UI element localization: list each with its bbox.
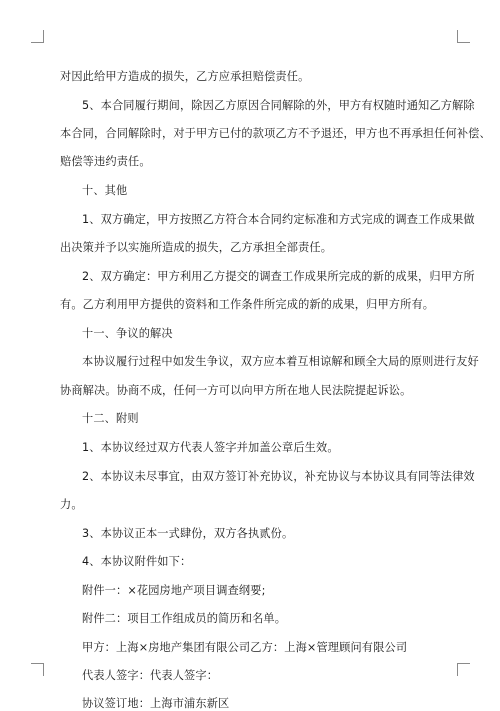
signature-parties-line: 甲方：上海×房地产集团有限公司乙方：上海×管理顾问有限公司 bbox=[82, 641, 408, 654]
crop-mark-top-left bbox=[31, 30, 44, 43]
section-heading: 十二、附则 bbox=[82, 412, 139, 425]
text-line: 附件一：×花园房地产项目调查纲要; bbox=[82, 584, 266, 597]
text-line: 1、双方确定，甲方按照乙方符合本合同约定标准和方式完成的调查工作成果做 bbox=[82, 213, 475, 226]
crop-mark-bottom-right bbox=[457, 663, 470, 676]
text-line: 本合同，合同解除时，对于甲方已付的款项乙方不予退还，甲方也不再承担任何补偿、 bbox=[60, 127, 491, 140]
text-line: 赔偿等违约责任。 bbox=[60, 155, 151, 168]
text-line: 协商解决。协商不成，任何一方可以向甲方所在地人民法院提起诉讼。 bbox=[60, 384, 412, 397]
section-heading: 十一、争议的解决 bbox=[82, 327, 173, 340]
text-line: 本协议履行过程中如发生争议，双方应本着互相谅解和顾全大局的原则进行友好 bbox=[82, 355, 479, 368]
signing-location-line: 协议签订地：上海市浦东新区 bbox=[82, 697, 230, 710]
text-line: 1、本协议经过双方代表人签字并加盖公章后生效。 bbox=[82, 441, 339, 454]
section-heading: 十、其他 bbox=[82, 184, 128, 197]
crop-mark-top-right bbox=[457, 30, 470, 43]
text-line: 4、本协议附件如下： bbox=[82, 555, 192, 568]
signature-representative-line: 代表人签字：代表人签字： bbox=[82, 669, 219, 682]
text-line: 力。 bbox=[60, 498, 83, 511]
text-line: 5、本合同履行期间，除因乙方原因合同解除的外，甲方有权随时通知乙方解除 bbox=[82, 99, 475, 112]
text-line: 附件二：项目工作组成员的简历和名单。 bbox=[82, 612, 287, 625]
text-line: 出决策并予以实施所造成的损失，乙方承担全部责任。 bbox=[60, 241, 333, 254]
text-line: 2、本协议未尽事宜，由双方签订补充协议，补充协议与本协议具有同等法律效 bbox=[82, 470, 475, 483]
text-line: 2、双方确定：甲方利用乙方提交的调查工作成果所完成的新的成果，归甲方所 bbox=[82, 270, 475, 283]
crop-mark-bottom-left bbox=[31, 663, 44, 676]
text-line: 3、本协议正本一式肆份，双方各执贰份。 bbox=[82, 527, 294, 540]
text-line: 有。乙方利用甲方提供的资料和工作条件所完成的新的成果，归甲方所有。 bbox=[60, 298, 435, 311]
text-line: 对因此给甲方造成的损失，乙方应承担赔偿责任。 bbox=[60, 70, 310, 83]
